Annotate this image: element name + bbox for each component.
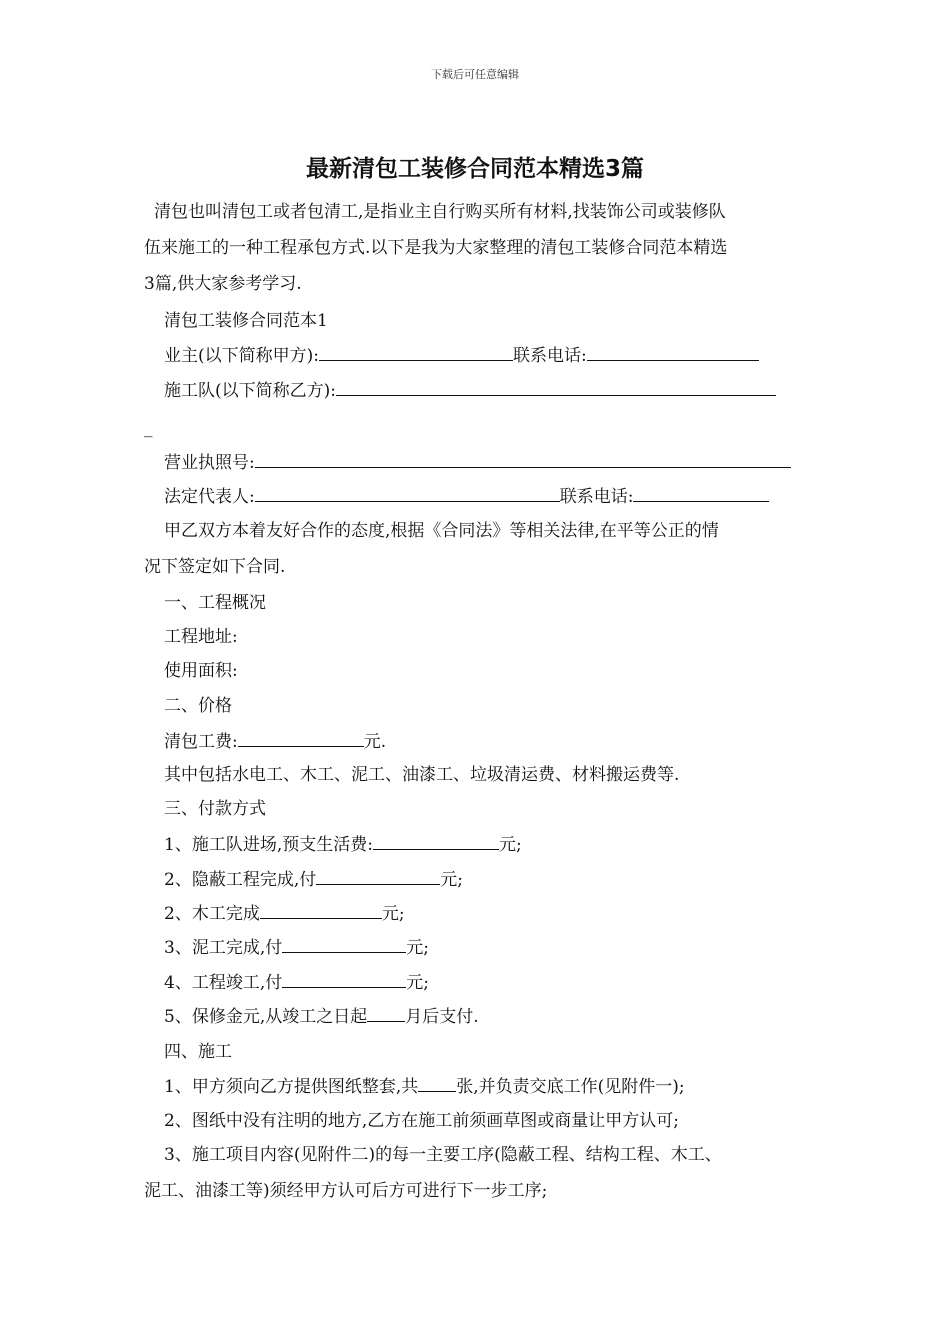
intro-line-3: 3篇,供大家参考学习. <box>144 274 302 294</box>
payment-item-2-label: 2、隐蔽工程完成,付 <box>164 870 317 890</box>
section-3-heading: 三、付款方式 <box>164 799 266 819</box>
construction-item-3-line-1: 3、施工项目内容(见附件二)的每一主要工序(隐蔽工程、结构工程、木工、 <box>164 1145 722 1165</box>
payment-item-5-unit: 元; <box>406 973 429 993</box>
intro-line-1: 清包也叫清包工或者包清工,是指业主自行购买所有材料,找装饰公司或装修队 <box>154 202 726 222</box>
payment-item-4-blank <box>282 935 406 953</box>
payment-item-6-blank <box>367 1004 405 1022</box>
contract-heading: 清包工装修合同范本1 <box>164 311 328 331</box>
project-address: 工程地址: <box>164 627 238 647</box>
document-title: 最新清包工装修合同范本精选3篇 <box>305 156 644 182</box>
construction-item-1 <box>164 1074 685 1099</box>
payment-item-3-unit: 元; <box>381 904 405 924</box>
party-b-wrap-mark: _ <box>144 418 153 438</box>
legal-rep-phone-blank <box>633 484 769 502</box>
payment-item-2 <box>164 867 463 892</box>
license-label: 营业执照号: <box>164 453 255 473</box>
preamble-line-2: 况下签定如下合同. <box>144 557 286 577</box>
payment-item-1-label: 1、施工队进场,预支生活费: <box>164 835 373 855</box>
preamble-line-1: 甲乙双方本着友好合作的态度,根据《合同法》等相关法律,在平等公正的情 <box>164 521 719 541</box>
payment-item-6 <box>164 1004 479 1029</box>
payment-item-1 <box>164 832 522 857</box>
construction-item-3-line-2: 泥工、油漆工等)须经甲方认可后方可进行下一步工序; <box>144 1181 548 1201</box>
payment-item-5-label: 4、工程竣工,付 <box>164 973 283 993</box>
drawing-count-blank <box>418 1074 456 1092</box>
labor-fee-label: 清包工费: <box>164 732 238 752</box>
party-b-label: 施工队(以下简称乙方): <box>164 381 336 401</box>
payment-item-5-blank <box>282 970 406 988</box>
labor-fee-unit: 元. <box>363 732 387 752</box>
usage-area: 使用面积: <box>164 661 238 681</box>
payment-item-6-unit: 月后支付. <box>405 1007 479 1027</box>
party-b-row <box>164 378 776 403</box>
labor-fee-row <box>164 729 386 754</box>
payment-item-4-label: 3、泥工完成,付 <box>164 938 283 958</box>
payment-item-3-label: 2、木工完成 <box>164 904 260 924</box>
construction-item-1-a: 1、甲方须向乙方提供图纸整套,共 <box>164 1077 419 1097</box>
payment-item-3-blank <box>260 901 382 919</box>
payment-item-1-unit: 元; <box>498 835 522 855</box>
section-2-heading: 二、价格 <box>164 696 232 716</box>
payment-item-3 <box>164 901 405 926</box>
party-a-phone-label: 联系电话: <box>513 346 587 366</box>
legal-rep-phone-label: 联系电话: <box>559 487 634 507</box>
party-b-name-blank <box>336 378 776 396</box>
party-a-row <box>164 343 759 368</box>
party-a-name-blank <box>319 343 513 361</box>
legal-rep-blank <box>255 484 560 502</box>
payment-item-1-blank <box>373 832 499 850</box>
payment-item-4-unit: 元; <box>406 938 429 958</box>
party-a-phone-blank <box>587 343 759 361</box>
license-row <box>164 450 791 475</box>
payment-item-2-blank <box>316 867 440 885</box>
payment-item-2-unit: 元; <box>440 870 463 890</box>
legal-rep-row <box>164 484 769 509</box>
payment-item-5 <box>164 970 429 995</box>
legal-rep-label: 法定代表人: <box>164 487 255 507</box>
intro-line-2: 伍来施工的一种工程承包方式.以下是我为大家整理的清包工装修合同范本精选 <box>144 238 728 258</box>
section-1-heading: 一、工程概况 <box>164 593 266 613</box>
construction-item-2: 2、图纸中没有注明的地方,乙方在施工前须画草图或商量让甲方认可; <box>164 1111 679 1131</box>
license-blank <box>255 450 791 468</box>
fee-includes: 其中包括水电工、木工、泥工、油漆工、垃圾清运费、材料搬运费等. <box>164 765 680 785</box>
construction-item-1-b: 张,并负责交底工作(见附件一); <box>456 1077 685 1097</box>
party-a-label: 业主(以下简称甲方): <box>164 346 319 366</box>
payment-item-4 <box>164 935 429 960</box>
section-4-heading: 四、施工 <box>164 1042 232 1062</box>
header-note: 下载后可任意编辑 <box>431 68 519 81</box>
labor-fee-blank <box>238 729 364 747</box>
payment-item-6-label: 5、保修金元,从竣工之日起 <box>164 1007 368 1027</box>
